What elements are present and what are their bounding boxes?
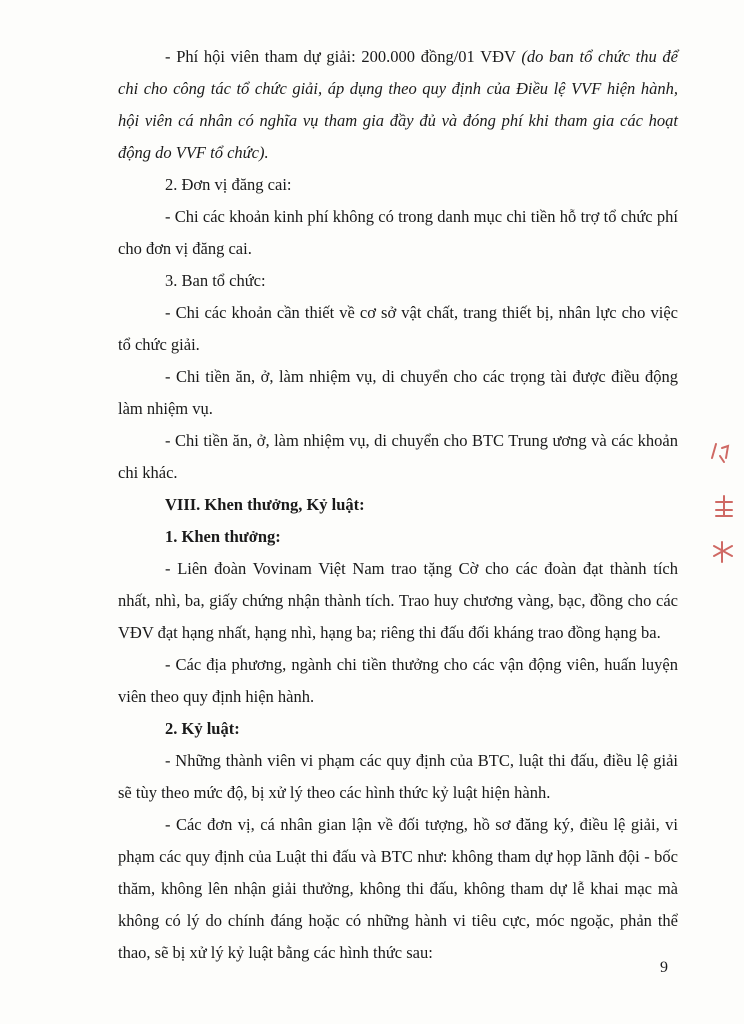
heading-organizing-committee: 3. Ban tổ chức: [165,271,266,290]
paragraph-referee-costs: - Chi tiền ăn, ở, làm nhiệm vụ, di chuyển cho các trọng tài được điều động làm nhiệm vụ. [118,367,678,418]
paragraph-member-fee [118,41,678,169]
paragraph-unit-violations: - Các đơn vị, cá nhân gian lận về đối tượng, hồ sơ đăng ký, điều lệ giải, vi phạm các quy định của Luật thi đấu và BTC như: không tham dự họp lãnh đội - bốc thăm, không lên nhận giải thưởng, không thi đấu, không tham dự lễ khai mạc mà không có lý do chính đáng hoặc có những hành vi tiêu cực, móc ngoặc, phản thể thao, sẽ bị xử lý kỷ luật bằng các hình thức sau: [118,815,678,962]
paragraph-local-bonuses: - Các địa phương, ngành chi tiền thưởng cho các vận động viên, huấn luyện viên theo quy định hiện hành. [118,655,678,706]
member-fee-note: (do ban tổ chức thu để chi cho công tác tổ chức giải, áp dụng theo quy định của Điều lệ VVF hiện hành, hội viên cá nhân có nghĩa vụ tham gia đầy đủ và đóng phí khi tham gia các hoạt động do VVF tổ chức). [118,47,678,162]
paragraph-host-unit-costs: - Chi các khoản kinh phí không có trong danh mục chi tiền hỗ trợ tổ chức phí cho đơn vị đăng cai. [118,207,678,258]
subheading-rewards-text: 1. Khen thưởng: [165,527,281,546]
member-fee-text: - Phí hội viên tham dự giải: 200.000 đồng/01 VĐV [165,47,522,66]
section-heading-rewards-discipline [118,489,678,521]
heading-host-unit: 2. Đơn vị đăng cai: [165,175,292,194]
paragraph-federation-awards: - Liên đoàn Vovinam Việt Nam trao tặng Cờ cho các đoàn đạt thành tích nhất, nhì, ba, giấy chứng nhận thành tích. Trao huy chương vàng, bạc, đồng cho các VĐV đạt hạng nhất, hạng nhì, hạng ba; riêng thi đấu đối kháng trao đồng hạng ba. [118,559,678,642]
subheading-rewards [118,521,678,553]
page-number: 9 [660,959,668,976]
document-body [118,41,678,969]
subheading-discipline-text: 2. Kỷ luật: [165,719,240,738]
paragraph-central-committee-costs: - Chi tiền ăn, ở, làm nhiệm vụ, di chuyển cho BTC Trung ương và các khoản chi khác. [118,431,678,482]
section-heading-text: VIII. Khen thưởng, Kỷ luật: [165,495,365,514]
subheading-discipline [118,713,678,745]
paragraph-member-violations: - Những thành viên vi phạm các quy định của BTC, luật thi đấu, điều lệ giải sẽ tùy theo mức độ, bị xử lý theo các hình thức kỷ luật hiện hành. [118,751,678,802]
margin-stamp-mark [702,436,738,586]
paragraph-facilities-costs: - Chi các khoản cần thiết về cơ sở vật chất, trang thiết bị, nhân lực cho việc tổ chức giải. [118,303,678,354]
